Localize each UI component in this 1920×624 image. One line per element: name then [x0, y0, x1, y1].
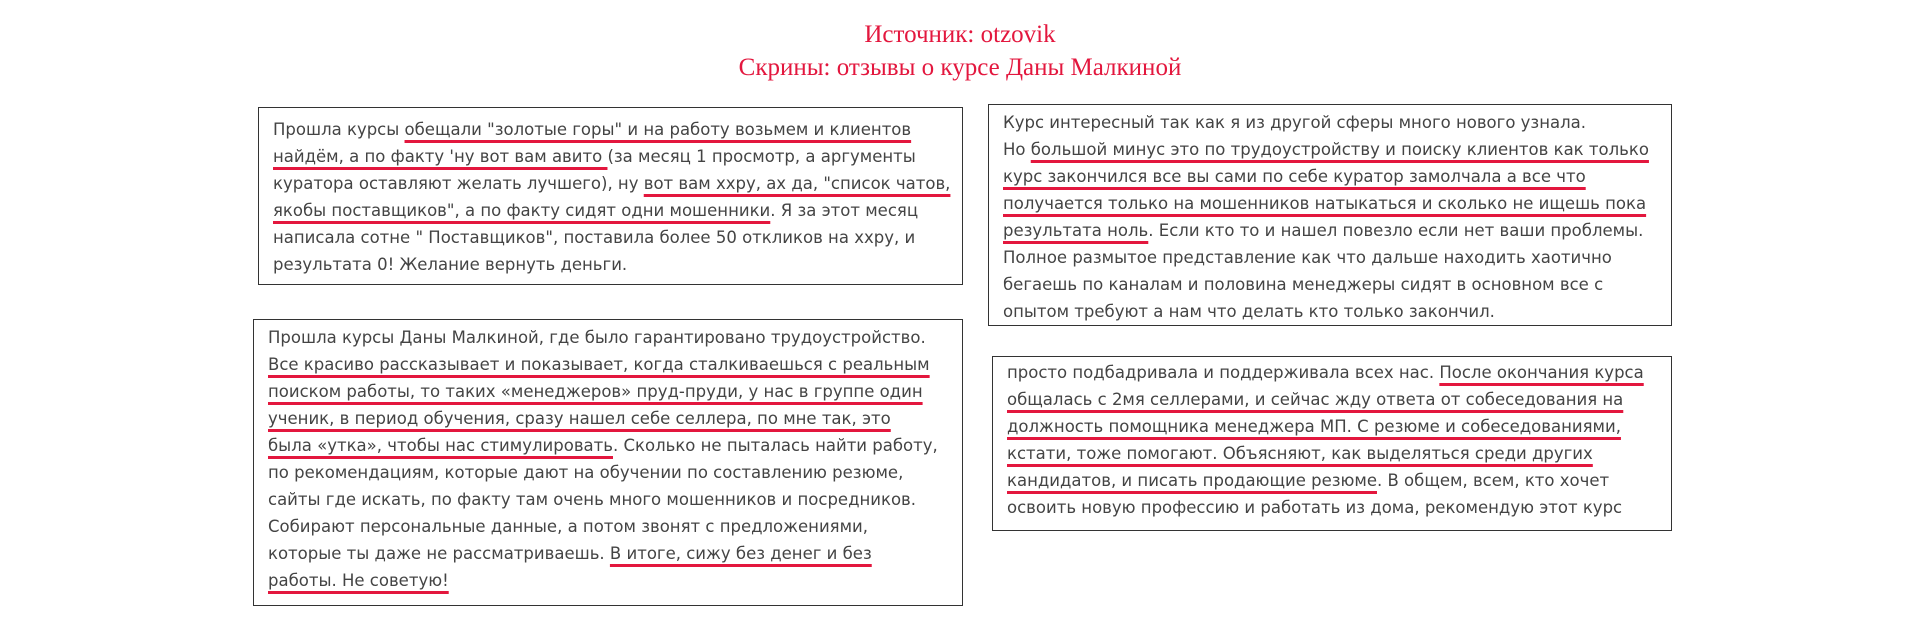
review-line [1003, 217, 1661, 244]
review-text: Полное размытое представление как что дальше находить хаотично [1003, 248, 1612, 267]
review-line [273, 116, 952, 143]
review-text: бегаешь по каналам и половина менеджеры сидят в основном все с [1003, 275, 1604, 294]
review-text: куратора оставляют желать лучшего), ну [273, 174, 644, 193]
review-text: Но [1003, 140, 1031, 159]
review-line [268, 459, 952, 486]
header [0, 18, 1920, 84]
review-card-2 [988, 104, 1672, 326]
review-text: результата 0! Желание вернуть деньги. [273, 255, 628, 274]
review-line [1007, 440, 1661, 467]
review-line [273, 224, 952, 251]
review-text: Собирают персональные данные, а потом звонят с предложениями, [268, 517, 869, 536]
review-text: . Сколько не пыталась найти работу, [613, 436, 938, 455]
review-card-4 [992, 356, 1672, 531]
underlined-text: якобы поставщиков", а по факту сидят одни мошенники [273, 201, 771, 220]
review-text: . Если кто то и нашел повезло если нет ваши проблемы. [1148, 221, 1644, 240]
review-line [273, 143, 952, 170]
review-text: сайты где искать, по факту там очень много мошенников и посредников. [268, 490, 917, 509]
underlined-text: поиском работы, то таких «менеджеров» пруд-пруди, у нас в группе один [268, 382, 923, 401]
review-line [268, 513, 952, 540]
underlined-text: работы. Не советую! [268, 571, 449, 590]
review-line [1007, 359, 1661, 386]
review-line [268, 378, 952, 405]
review-line [1003, 136, 1661, 163]
underlined-text: найдём, а по факту 'ну вот вам авито [273, 147, 608, 166]
underlined-text: кстати, тоже помогают. Объясняют, как выделяться среди других [1007, 444, 1593, 463]
underlined-text: После окончания курса [1439, 363, 1644, 382]
review-line [1007, 386, 1661, 413]
review-text: . Я за этот месяц [770, 201, 919, 220]
review-text: Курс интересный так как я из другой сферы много нового узнала. [1003, 113, 1587, 132]
review-line [1007, 467, 1661, 494]
review-text: . В общем, всем, кто хочет [1377, 471, 1610, 490]
review-line [1003, 298, 1661, 325]
review-line [1003, 163, 1661, 190]
review-line [273, 197, 952, 224]
review-card-3 [253, 319, 963, 606]
review-card-1 [258, 107, 963, 285]
review-line [1007, 494, 1661, 521]
underlined-text: В итоге, сижу без денег и без [609, 544, 872, 563]
review-line [273, 251, 952, 278]
review-line [1003, 109, 1661, 136]
review-line [268, 567, 952, 594]
review-line [268, 540, 952, 567]
underlined-text: вот вам ххру, ах да, "список чатов, [643, 174, 951, 193]
review-line [268, 405, 952, 432]
review-line [268, 486, 952, 513]
source-title: Источник: otzovik [864, 21, 1056, 48]
review-line [268, 324, 952, 351]
underlined-text: кандидатов, и писать продающие резюме [1007, 471, 1377, 490]
review-text: написала сотне " Поставщиков", поставила более 50 откликов на ххру, и [273, 228, 916, 247]
review-text: освоить новую профессию и работать из дома, рекомендую этот курс [1007, 498, 1623, 517]
review-line [1003, 271, 1661, 298]
underlined-text: ученик, в период обучения, сразу нашел себе селлера, по мне так, это [268, 409, 891, 428]
review-text: просто подбадривала и поддерживала всех нас. [1007, 363, 1440, 382]
underlined-text: Все красиво рассказывает и показывает, когда сталкиваешься с реальным [268, 355, 930, 374]
underlined-text: была «утка», чтобы нас стимулировать [268, 436, 613, 455]
review-text: которые ты даже не рассматриваешь. [268, 544, 610, 563]
underlined-text: результата ноль [1003, 221, 1149, 240]
underlined-text: обещали "золотые горы" и на работу возьмем и клиентов [404, 120, 912, 139]
review-line [273, 170, 952, 197]
underlined-text: должность помощника менеджера МП. С резюме и собеседованиями, [1007, 417, 1621, 436]
review-text: по рекомендациям, которые дают на обучении по составлению резюме, [268, 463, 904, 482]
review-text: Прошла курсы [273, 120, 405, 139]
review-line [268, 432, 952, 459]
review-line [1007, 413, 1661, 440]
review-text: (за месяц 1 просмотр, а аргументы [607, 147, 916, 166]
underlined-text: общалась с 2мя селлерами, и сейчас жду ответа от собеседования на [1007, 390, 1624, 409]
underlined-text: большой минус это по трудоустройству и поиску клиентов как только [1030, 140, 1649, 159]
underlined-text: курс закончился все вы сами по себе куратор замолчала а все что [1003, 167, 1586, 186]
review-text: опытом требуют а нам что делать кто только закончил. [1003, 302, 1495, 321]
underlined-text: получается только на мошенников натыкаться и сколько не ищешь пока [1003, 194, 1647, 213]
review-line [1003, 244, 1661, 271]
review-line [1003, 190, 1661, 217]
screens-subtitle: Скрины: отзывы о курсе Даны Малкиной [738, 54, 1182, 81]
review-text: Прошла курсы Даны Малкиной, где было гарантировано трудоустройство. [268, 328, 926, 347]
review-line [268, 351, 952, 378]
